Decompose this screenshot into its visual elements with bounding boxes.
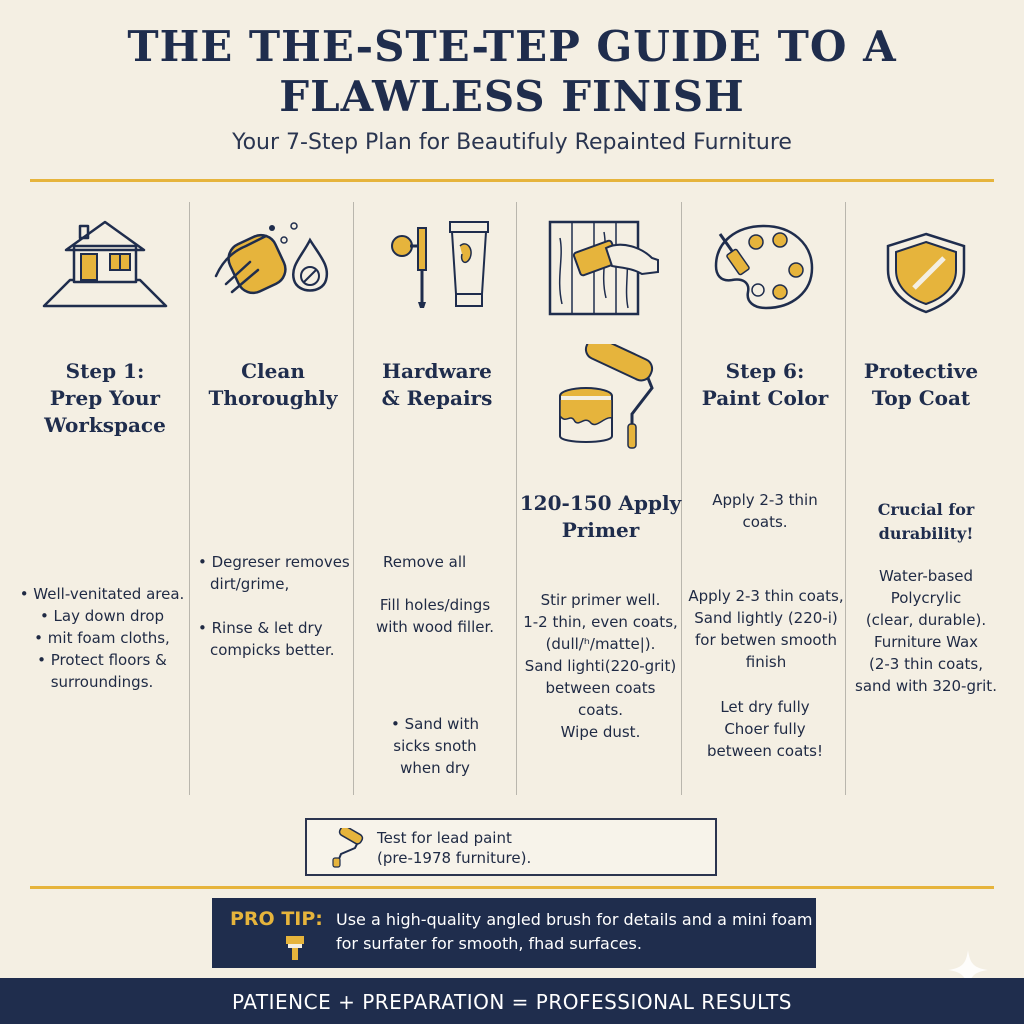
heading-line: 120-150 Apply xyxy=(519,491,682,515)
house-icon xyxy=(40,218,170,310)
step-4-heading xyxy=(518,490,683,544)
bottom-divider xyxy=(30,886,994,889)
column-divider xyxy=(516,202,517,795)
step-2-heading xyxy=(193,358,353,412)
tip-line: (pre-1978 furniture). xyxy=(377,849,532,867)
body-line: between coats! xyxy=(707,742,823,760)
heading-line: Thoroughly xyxy=(208,386,338,410)
page-subtitle: Your 7-Step Plan for Beautifuly Repainted Furniture xyxy=(232,130,792,155)
column-divider xyxy=(353,202,354,795)
body-line: • Degreser removes xyxy=(198,553,350,571)
lead-paint-tip-text xyxy=(377,828,531,868)
lead-paint-tip xyxy=(305,818,717,876)
heading-line: Prep Your xyxy=(49,386,161,410)
pro-tip-label: PRO TIP: xyxy=(230,908,323,930)
heading-line: & Repairs xyxy=(381,386,493,410)
step-1-heading xyxy=(40,358,170,439)
step-7-heading xyxy=(848,358,994,412)
body-line: • Sand with xyxy=(391,715,479,733)
step-3-body-fill xyxy=(360,594,510,638)
body-line: Choer fully xyxy=(724,720,806,738)
step-3-body-sand xyxy=(360,713,510,779)
paint-roller-icon xyxy=(329,828,365,868)
body-line: • mi̇t foam cloths, xyxy=(34,629,170,647)
step-1-body xyxy=(14,583,190,693)
body-line: when dry xyxy=(400,759,470,777)
paint-brush-icon xyxy=(284,934,306,962)
step-3-body-remove xyxy=(383,551,513,573)
body-line: Polycrylic xyxy=(890,589,962,607)
body-line: • Lay down drop xyxy=(39,607,165,625)
body-line: 1-2 thin, even coats, xyxy=(523,613,678,631)
body-line: coats. xyxy=(577,701,624,719)
body-line xyxy=(198,595,354,617)
body-line: Apply 2-3 thin xyxy=(712,491,818,509)
body-line: (2-3 thin coats, xyxy=(868,655,984,673)
heading-line: durability! xyxy=(878,524,974,543)
body-line: finish xyxy=(745,653,787,671)
sanding-wood-icon xyxy=(546,218,666,318)
body-line: between coats xyxy=(545,679,656,697)
column-divider xyxy=(189,202,190,795)
heading-line: Top Coat xyxy=(871,386,971,410)
body-line: (clear, durable). xyxy=(865,611,987,629)
step-2-body xyxy=(198,551,354,661)
pro-tip-line: Use a high-quality angled brush for details and a mini foam xyxy=(336,910,813,929)
body-line: (dull/ʰ/matte|). xyxy=(545,635,656,653)
body-line: Fill holes/dings xyxy=(379,596,491,614)
heading-line: Workspace xyxy=(44,413,166,437)
page-title xyxy=(0,22,1024,122)
body-line: Sand lighti(220-grit) xyxy=(524,657,677,675)
body-line: Let dry fully xyxy=(720,698,810,716)
body-line: Wipe dust. xyxy=(560,723,641,741)
heading-line: Protective xyxy=(863,359,979,383)
step-3-heading xyxy=(357,358,517,412)
paint-palette-icon xyxy=(712,222,816,312)
heading-line: Step 6: xyxy=(725,359,805,383)
heading-line: Hardware xyxy=(382,359,492,383)
sponge-hand-icon xyxy=(210,218,340,300)
pro-tip-box xyxy=(212,898,816,968)
step-6-body-dry xyxy=(684,696,846,762)
body-line: sand with 320-grit. xyxy=(855,677,997,695)
top-divider xyxy=(30,179,994,182)
step-4-body xyxy=(518,589,683,743)
step-7-body xyxy=(848,565,1004,697)
heading-line: Primer xyxy=(561,518,640,542)
step-6-body-coats xyxy=(684,489,846,533)
body-line: coats. xyxy=(742,513,788,531)
body-line: sicks snoth xyxy=(393,737,477,755)
body-line: compicks better. xyxy=(210,641,335,659)
body-line: • Protect floors & xyxy=(37,651,167,669)
step-7-subheading xyxy=(848,498,1004,546)
body-line: • Rinse & let dry xyxy=(198,619,323,637)
heading-line: Crucial for xyxy=(877,500,975,519)
body-line: Sand lightly (220-i) xyxy=(694,609,838,627)
title-line-2: FLAWLESS FINISH xyxy=(279,72,745,121)
footer-text: PATIENCE + PREPARATION = PROFESSIONAL RESULTS xyxy=(232,990,792,1014)
body-line: • Well-venitated area. xyxy=(19,585,185,603)
body-line: Remove all xyxy=(383,553,467,571)
paint-can-roller-icon xyxy=(556,344,660,452)
title-line-1: THE THE-STE-TEP GUIDE TO A xyxy=(127,22,897,71)
body-line: surroundings. xyxy=(50,673,154,691)
heading-line: Clean xyxy=(241,359,305,383)
body-line: Water-based xyxy=(878,567,974,585)
body-line: with wood filler. xyxy=(375,618,495,636)
step-6-body-sand xyxy=(684,585,848,673)
heading-line: Step 1: xyxy=(65,359,145,383)
body-line: Apply 2-3 thin coats, xyxy=(688,587,844,605)
body-line: Stir primer well. xyxy=(540,591,661,609)
pro-tip-line: for surfater for smooth, fhad surfaces. xyxy=(336,934,642,953)
body-line: for betwen smooth xyxy=(695,631,837,649)
heading-line: Paint Color xyxy=(701,386,829,410)
body-line: Furniture Wax xyxy=(873,633,979,651)
tip-line: Test for lead paint xyxy=(377,829,512,847)
pro-tip-text xyxy=(336,908,812,956)
step-6-heading xyxy=(684,358,846,412)
body-line: dirt/grime, xyxy=(210,575,290,593)
hardware-tools-icon xyxy=(388,218,492,310)
footer-banner xyxy=(0,978,1024,1024)
shield-icon xyxy=(884,232,968,314)
